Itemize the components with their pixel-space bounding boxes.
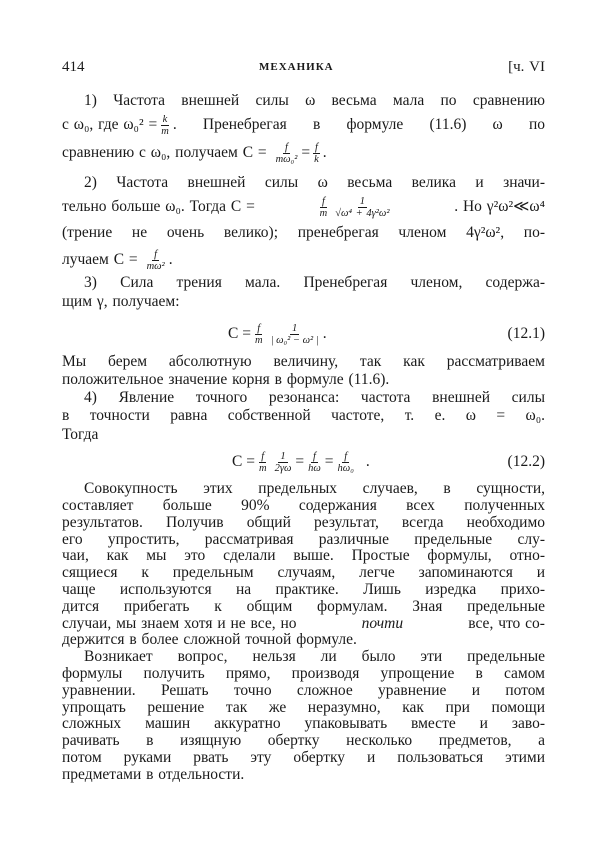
paragraph-line: потом руками рвать эту обертку и пользоваться этими: [62, 749, 545, 766]
text-segment: тельно больше ω₀. Тогда C =: [62, 198, 255, 215]
paragraph-line: упрощать решение так же неразумно, как при помощи: [62, 699, 545, 716]
paragraph-line: Возникает вопрос, нельзя ли было эти предельные: [84, 648, 545, 665]
text-segment: случаи, мы знаем хотя и не все, но: [62, 615, 297, 632]
denominator: √ω⁴ + 4γ²ω²: [335, 207, 390, 219]
emphasis-text: почти: [361, 615, 404, 632]
running-header: [62, 57, 545, 77]
text-segment: =: [324, 453, 334, 470]
page-number: 414: [62, 59, 85, 75]
numerator: f: [261, 450, 265, 462]
paragraph-line: составляет больше 90% содержания всех полученных: [62, 497, 545, 514]
paragraph-line: формулы получить прямо, производя упрощение в самом: [62, 665, 545, 682]
text-segment: сравнению с ω₀, получаем C =: [62, 144, 267, 162]
paragraph-line: чаи, как мы это сделали выше. Простые формулы, отно-: [62, 547, 545, 564]
denominator: m: [258, 462, 267, 474]
equation-12-1: [228, 319, 327, 349]
paragraph-line: положительное значение корня в формуле (11.6).: [62, 371, 390, 388]
denominator: mω₀²: [275, 154, 298, 165]
running-title: МЕХАНИКА: [258, 61, 334, 73]
denominator: m: [319, 207, 328, 219]
numerator: 1: [280, 450, 286, 462]
paragraph-line: предметами в отдельности.: [62, 766, 245, 783]
fraction: [257, 451, 269, 474]
denominator: hω: [308, 462, 321, 474]
paragraph-line: в точности равна собственной частоте, т. е. ω = ω₀.: [62, 407, 545, 424]
numerator: f: [154, 249, 158, 260]
text-segment: . Пренебрегая в формуле (11.6) ω по: [172, 116, 545, 133]
numerator: f: [321, 195, 325, 207]
paragraph-line: щим γ, получаем:: [62, 293, 180, 310]
numerator: f: [285, 142, 288, 153]
fraction: [336, 451, 356, 474]
fraction: [273, 451, 294, 474]
denominator: m: [254, 334, 263, 346]
text-segment: все, что со-: [468, 615, 545, 632]
numerator: k: [162, 113, 168, 125]
text-segment: лучаем C =: [62, 251, 138, 269]
text-segment: с ω₀, где ω₀² =: [62, 116, 158, 133]
text-segment: .: [365, 453, 370, 470]
paragraph-line: держится в более сложной точной формуле.: [62, 631, 357, 648]
text-segment: .: [168, 251, 173, 269]
paragraph-line: рачивать в изящную обертку несколько предметов, а: [62, 732, 545, 749]
numerator: f: [257, 322, 261, 334]
equation-number: (12.1): [507, 325, 545, 342]
denominator: | ω₀² − ω² |: [270, 334, 319, 346]
denominator: mω²: [146, 261, 165, 272]
text-segment: =: [295, 453, 305, 470]
paragraph-line: результатов. Получив общий результат, всегда необходимо: [62, 514, 545, 531]
paragraph-line: 2) Частота внешней силы ω весьма велика и значи-: [84, 174, 545, 191]
numerator: 1: [292, 322, 298, 334]
paragraph-line: [62, 197, 545, 217]
text-segment: .: [322, 144, 327, 162]
denominator: hω₀: [337, 462, 354, 474]
text-segment: . Но γ²ω²≪ω⁴: [454, 198, 545, 215]
paragraph-line: Тогда: [62, 426, 99, 443]
paragraph-line: сящиеся к предельным случаям, легче запоминаются и: [62, 564, 545, 581]
numerator: f: [344, 450, 348, 462]
paragraph-line: Мы берем абсолютную величину, так как рассматриваем: [62, 353, 545, 370]
denominator: k: [314, 154, 319, 165]
paragraph-line: 1) Частота внешней силы ω весьма мала по сравнению: [84, 92, 545, 109]
fraction: [274, 142, 300, 165]
paragraph-line: сложных машин аккуратно упаковывать вместе и заво-: [62, 715, 545, 732]
paragraph-line: [62, 142, 545, 165]
paragraph-line: его упростить, рассматривая различные предельные слу-: [62, 531, 545, 548]
numerator: f: [314, 142, 318, 153]
paragraph-line: 4) Явление точного резонанса: частота внешней силы: [84, 389, 545, 406]
paragraph-line: Совокупность этих предельных случаев, в сущности,: [84, 480, 545, 497]
denominator: 2γω: [274, 462, 292, 474]
chapter-label: [ч. VI: [508, 59, 545, 75]
equation-number: (12.2): [507, 453, 545, 470]
fraction: [312, 142, 321, 165]
fraction: [269, 323, 321, 346]
fraction: [145, 249, 167, 272]
text-segment: =: [301, 144, 311, 162]
fraction: [333, 196, 391, 219]
numerator: f: [313, 450, 316, 462]
paragraph-line: уравнении. Решать точно сложное уравнение и потом: [62, 682, 545, 699]
equation-12-2: [232, 447, 370, 477]
fraction: [159, 114, 171, 137]
paragraph-line: (трение не очень велико); пренебрегая членом 4γ²ω², по-: [62, 224, 545, 241]
text-segment: .: [322, 325, 327, 342]
text-segment: C =: [228, 325, 251, 342]
paragraph-line: [62, 115, 545, 135]
fraction: [253, 323, 265, 346]
paragraph-line: дится прибегать к общим формулам. Зная предельные: [62, 598, 545, 615]
paragraph-line: чаще используются на практике. Лишь изредка прихо-: [62, 581, 545, 598]
denominator: m: [161, 125, 169, 137]
fraction: [318, 196, 330, 219]
paragraph-line: 3) Сила трения мала. Пренебрегая членом, содержа-: [84, 274, 545, 291]
numerator: 1: [359, 195, 365, 207]
text-segment: C =: [232, 453, 255, 470]
paragraph-line: [62, 249, 545, 272]
fraction: [306, 451, 323, 474]
